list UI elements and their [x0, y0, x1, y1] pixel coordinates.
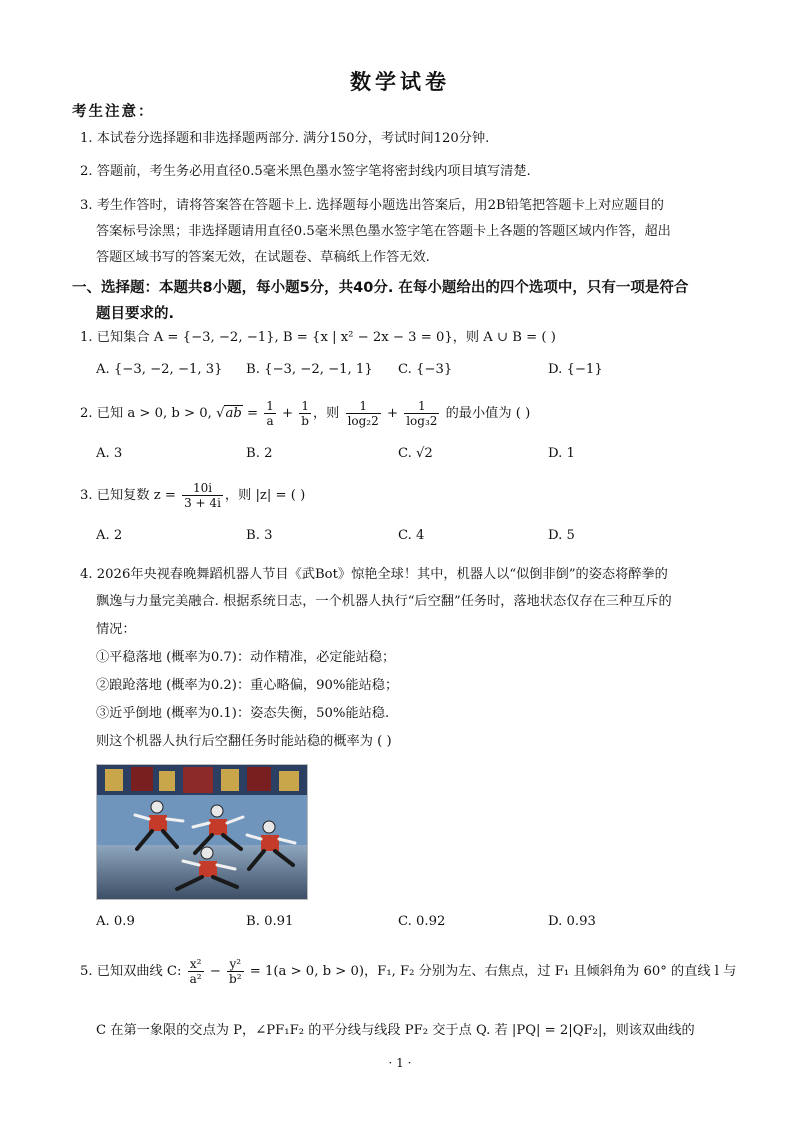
option-a: A. 0.9 [96, 914, 135, 929]
option-a: A. {−3, −2, −1, 3} [96, 362, 223, 377]
question-4-stem: 4. 2026年央视春晚舞蹈机器人节目《武Bot》惊艳全球！其中，机器人以“似倒非倒”的姿态将醉拳的 [80, 567, 668, 582]
question-3-stem: 3. 已知复数 z = $\frac{10i}{3 + 4i}$ ，则 |z| = ( ) [80, 481, 306, 510]
notice-item: 3. 考生作答时，请将答案答在答题卡上. 选择题每小题选出答案后，用2B铅笔把答题卡上对应题目的 [80, 198, 664, 213]
exam-title: 数学试卷 [350, 70, 450, 94]
section-heading: 题目要求的. [96, 306, 175, 322]
option-d: D. {−1} [548, 362, 603, 377]
question-4-stem: 情况： [96, 622, 136, 637]
option-c: C. √2 [398, 446, 433, 461]
notice-item: 1. 本试卷分选择题和非选择题两部分. 满分150分，考试时间120分钟. [80, 131, 490, 146]
option-a: A. 3 [96, 446, 123, 461]
question-4-case: ③近乎倒地 (概率为0.1)：姿态失衡，50%能站稳. [96, 706, 390, 721]
option-a: A. 2 [96, 528, 123, 543]
option-b: B. 2 [246, 446, 273, 461]
option-d: D. 1 [548, 446, 575, 461]
option-c: C. 0.92 [398, 914, 446, 929]
option-d: D. 5 [548, 528, 575, 543]
question-4-stem: 飘逸与力量完美融合. 根据系统日志，一个机器人执行“后空翻”任务时，落地状态仅存在三种互斥的 [96, 594, 672, 609]
notice-item: 答题区域书写的答案无效，在试题卷、草稿纸上作答无效. [96, 250, 430, 265]
question-2-stem: 2. 已知 a > 0, b > 0, √ab = $\frac{1}{a}$ + $\frac{1}{b}$ ，则 $\frac{1}{\text{log₂2}}$ + $\frac{1}{\text{log₃2}}$ 的最小值为 ( ) [80, 399, 531, 428]
notice-heading: 考生注意： [72, 104, 155, 120]
option-c: C. 4 [398, 528, 425, 543]
question-4-case: ①平稳落地 (概率为0.7)：动作精准，必定能站稳； [96, 650, 396, 665]
question-1-stem: 1. 已知集合 A = {−3, −2, −1}, B = {x | x² − 2x − 3 = 0}，则 A ∪ B = ( ) [80, 330, 556, 345]
notice-item: 2. 答题前，考生务必用直径0.5毫米黑色墨水签字笔将密封线内项目填写清楚. [80, 164, 531, 179]
question-4-case: ②踉跄落地 (概率为0.2)：重心略偏，90%能站稳； [96, 678, 399, 693]
question-5-stem: C 在第一象限的交点为 P，∠PF₁F₂ 的平分线与线段 PF₂ 交于点 Q. 若 |PQ| = 2|QF₂|，则该双曲线的 [96, 1023, 695, 1038]
robot-dance-photo [96, 764, 308, 900]
option-d: D. 0.93 [548, 914, 596, 929]
section-heading: 一、选择题：本题共8小题，每小题5分，共40分. 在每小题给出的四个选项中，只有一项是符合 [72, 280, 689, 296]
option-b: B. 3 [246, 528, 273, 543]
option-b: B. {−3, −2, −1, 1} [246, 362, 373, 377]
option-c: C. {−3} [398, 362, 453, 377]
option-b: B. 0.91 [246, 914, 294, 929]
page-number: · 1 · [388, 1056, 412, 1070]
question-4-ask: 则这个机器人执行后空翻任务时能站稳的概率为 ( ) [96, 734, 392, 749]
notice-item: 答案标号涂黑；非选择题请用直径0.5毫米黑色墨水签字笔在答题卡上各题的答题区域内作答，超出 [96, 224, 671, 239]
question-5-stem: 5. 已知双曲线 C: $\frac{\text{x²}}{\text{a²}}$ − $\frac{\text{y²}}{\text{b²}}$ = 1(a > 0, b > 0)，F₁, F₂ 分别为左、右焦点，过 F₁ 且倾斜角为 60° 的直线 l 与 [80, 957, 737, 986]
